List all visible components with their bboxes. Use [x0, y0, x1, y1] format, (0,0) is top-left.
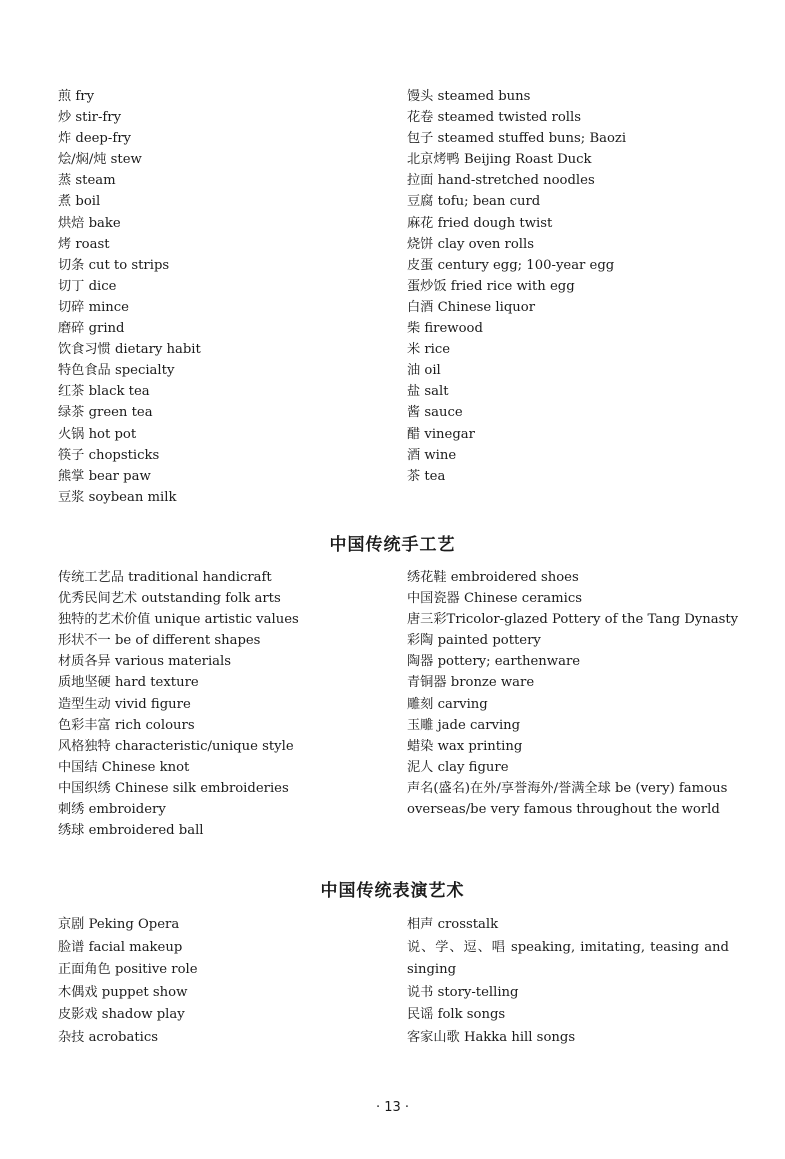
vocab-item: 青铜器 bronze ware	[407, 675, 535, 691]
handicraft-left-column	[58, 567, 388, 841]
vocab-item: 煮 boil	[58, 194, 101, 210]
vocab-item: 皮蛋 century egg; 100-year egg	[407, 257, 615, 273]
performance-right-column	[407, 914, 729, 1050]
handicraft-section-title: 中国传统手工艺	[329, 535, 456, 555]
vocab-item: 脸谱 facial makeup	[58, 939, 183, 955]
vocab-item: 民谣 folk songs	[407, 1007, 506, 1023]
vocab-item: 烘焙 bake	[58, 215, 121, 231]
food-vocab-left-column	[58, 86, 378, 508]
performance-section-title: 中国传统表演艺术	[320, 881, 465, 901]
vocab-item: 色彩丰富 rich colours	[58, 717, 195, 733]
vocab-item: 风格独特 characteristic/unique style	[58, 738, 294, 754]
vocab-item: 绣球 embroidered ball	[58, 823, 204, 839]
vocab-item: 独特的艺术价值 unique artistic values	[58, 612, 299, 628]
vocab-item: 炒 stir-fry	[58, 110, 122, 126]
vocab-item: 烧饼 clay oven rolls	[407, 236, 535, 252]
vocab-item: 中国结 Chinese knot	[58, 759, 190, 775]
vocab-item: 茶 tea	[407, 468, 446, 484]
vocab-item: 煎 fry	[58, 89, 95, 104]
vocab-item: 筷子 chopsticks	[58, 447, 160, 463]
vocab-item: 杂技 acrobatics	[58, 1029, 159, 1045]
vocab-item: 彩陶 painted pottery	[407, 633, 541, 649]
vocab-item: 正面角色 positive role	[58, 962, 198, 978]
vocab-item: 盐 salt	[407, 384, 449, 400]
vocab-item: 蜡染 wax printing	[407, 738, 523, 754]
vocab-item: 馒头 steamed buns	[407, 89, 531, 104]
vocab-item: 说书 story-telling	[407, 984, 519, 1000]
vocab-item: 特色食品 specialty	[58, 363, 175, 379]
vocab-item: 传统工艺品 traditional handicraft	[58, 570, 272, 585]
vocab-item: 火锅 hot pot	[58, 426, 137, 442]
vocab-item: 绿茶 green tea	[58, 405, 153, 421]
vocab-item: 酱 sauce	[407, 405, 463, 421]
vocab-item: 相声 crosstalk	[407, 917, 499, 932]
handicraft-right-column	[407, 567, 737, 820]
vocab-item: 花卷 steamed twisted rolls	[407, 110, 582, 126]
vocab-item-wrapped: 说、学、逗、唱 speaking, imitating, teasing and singing	[407, 939, 729, 978]
vocab-item: 唐三彩Tricolor-glazed Pottery of the Tang Dynasty	[407, 612, 739, 628]
vocab-item: 质地坚硬 hard texture	[58, 675, 199, 691]
vocab-item: 材质各异 various materials	[58, 654, 232, 670]
vocab-item: 烤 roast	[58, 236, 110, 252]
vocab-item: 饮食习惯 dietary habit	[58, 342, 201, 358]
vocab-item: 麻花 fried dough twist	[407, 215, 553, 231]
vocab-item-wrapped: 声名(盛名)在外/享誉海外/誉满全球 be (very) famous overseas/be very famous throughout the world	[407, 780, 728, 818]
food-vocab-right-column	[407, 86, 747, 487]
vocab-item: 蛋炒饭 fried rice with egg	[407, 278, 575, 294]
vocab-item: 雕刻 carving	[407, 696, 488, 712]
vocab-item: 切丁 dice	[58, 278, 117, 294]
vocab-item: 蒸 steam	[58, 173, 116, 189]
vocab-item: 玉雕 jade carving	[407, 717, 521, 733]
vocab-item: 红茶 black tea	[58, 384, 150, 400]
vocab-item: 包子 steamed stuffed buns; Baozi	[407, 131, 627, 147]
vocab-item: 造型生动 vivid figure	[58, 696, 191, 712]
vocab-item: 磨碎 grind	[58, 321, 125, 337]
vocab-item: 米 rice	[407, 342, 451, 358]
vocab-item: 泥人 clay figure	[407, 759, 509, 775]
vocab-item: 木偶戏 puppet show	[58, 984, 188, 1000]
vocab-item: 京剧 Peking Opera	[58, 917, 180, 932]
vocab-item: 炸 deep-fry	[58, 131, 131, 147]
performance-left-column	[58, 914, 378, 1050]
vocab-item: 熊掌 bear paw	[58, 468, 151, 484]
vocab-item: 豆浆 soybean milk	[58, 489, 177, 505]
vocab-item: 烩/焖/炖 stew	[58, 152, 142, 168]
vocab-item: 形状不一 be of different shapes	[58, 633, 261, 649]
vocab-item: 醋 vinegar	[407, 426, 475, 442]
vocab-item: 拉面 hand-stretched noodles	[407, 173, 595, 189]
vocab-item: 优秀民间艺术 outstanding folk arts	[58, 591, 281, 607]
vocab-item: 油 oil	[407, 363, 441, 379]
vocab-item: 豆腐 tofu; bean curd	[407, 194, 541, 210]
vocab-item: 客家山歌 Hakka hill songs	[407, 1029, 576, 1045]
vocab-item: 北京烤鸭 Beijing Roast Duck	[407, 152, 592, 168]
vocab-item: 刺绣 embroidery	[58, 802, 166, 818]
vocab-item: 柴 firewood	[407, 321, 483, 337]
vocab-item: 中国瓷器 Chinese ceramics	[407, 591, 583, 607]
vocab-item: 切碎 mince	[58, 299, 129, 315]
vocab-item: 皮影戏 shadow play	[58, 1007, 185, 1023]
vocab-item: 绣花鞋 embroidered shoes	[407, 570, 579, 585]
vocab-item: 切条 cut to strips	[58, 257, 170, 273]
page-number: · 13 ·	[375, 1100, 410, 1115]
vocab-item: 中国织绣 Chinese silk embroideries	[58, 780, 289, 796]
vocab-item: 白酒 Chinese liquor	[407, 299, 536, 315]
vocab-item: 酒 wine	[407, 447, 457, 463]
vocab-item: 陶器 pottery; earthenware	[407, 654, 581, 670]
